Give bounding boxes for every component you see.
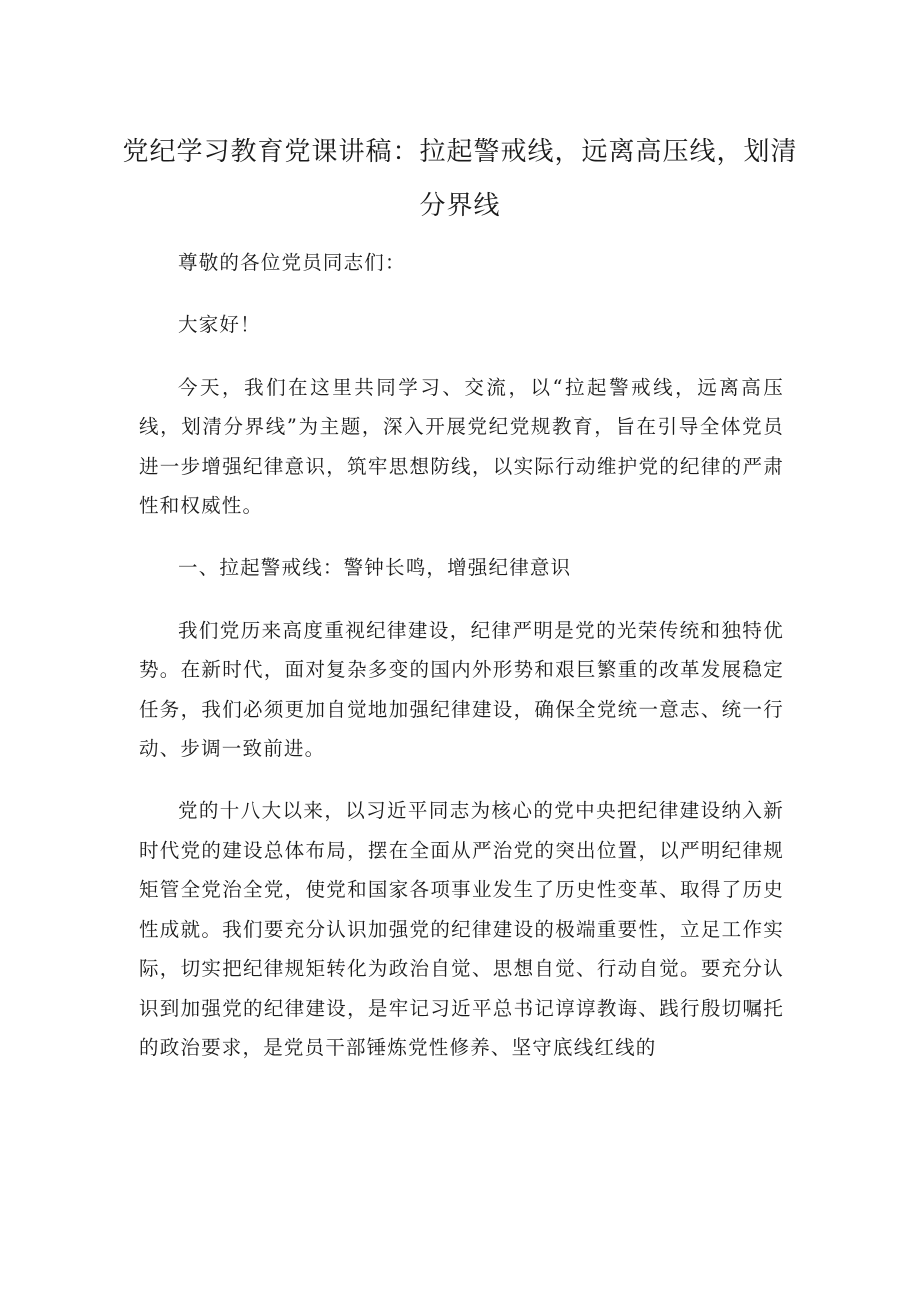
body-paragraph-1: 我们党历来高度重视纪律建设，纪律严明是党的光荣传统和独特优势。在新时代，面对复杂多变的国内外形势和艰巨繁重的改革发展稳定任务，我们必须更加自觉地加强纪律建设，确保全党统一意志、统一行动、步调一致前进。 [139, 618, 784, 761]
greeting: 大家好！ [178, 313, 261, 337]
document-body [139, 243, 784, 1067]
section-heading-1: 一、拉起警戒线：警钟长鸣，增强纪律意识 [178, 556, 572, 580]
intro-paragraph: 今天，我们在这里共同学习、交流，以“拉起警戒线，远离高压线，划清分界线”为主题，深入开展党纪党规教育，旨在引导全体党员进一步增强纪律意识，筑牢思想防线，以实际行动维护党的纪律的严肃性和权威性。 [139, 375, 784, 518]
document-title: 党纪学习教育党课讲稿：拉起警戒线，远离高压线，划清分界线 [122, 137, 798, 221]
body-paragraph-2: 党的十八大以来，以习近平同志为核心的党中央把纪律建设纳入新时代党的建设总体布局，摆在全面从严治党的突出位置，以严明纪律规矩管全党治全党，使党和国家各项事业发生了历史性变革、取得了历史性成就。我们要充分认识加强党的纪律建设的极端重要性，立足工作实际，切实把纪律规矩转化为政治自觉、思想自觉、行动自觉。要充分认识到加强党的纪律建设，是牢记习近平总书记谆谆教诲、践行殷切嘱托的政治要求，是党员干部锤炼党性修养、坚守底线红线的 [139, 799, 784, 1059]
salutation: 尊敬的各位党员同志们： [178, 251, 406, 274]
